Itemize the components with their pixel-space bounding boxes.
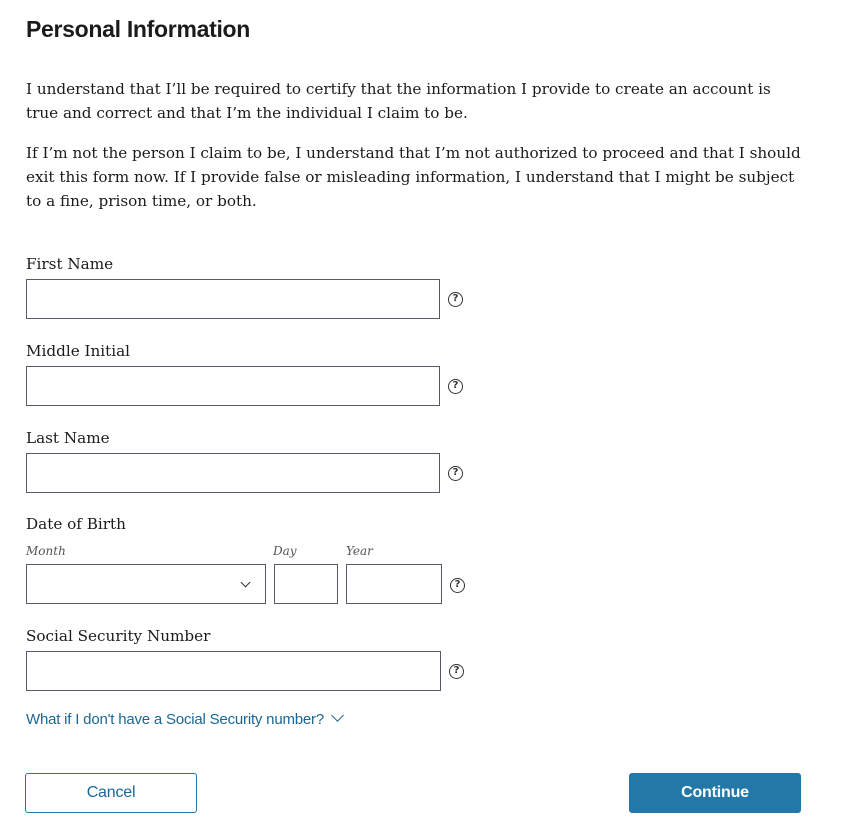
ssn-label: Social Security Number <box>26 627 211 645</box>
warning-text: If I’m not the person I claim to be, I understand that I’m not authorized to proceed and that I should exit this form now. If I provide false or misleading information, I understand that I might be subject to a fine, prison time, or both. <box>26 144 801 210</box>
dob-day-input[interactable] <box>274 564 338 604</box>
no-ssn-link[interactable] <box>26 711 342 728</box>
chevron-down-icon <box>331 709 344 722</box>
last-name-help-icon[interactable]: ? <box>448 466 463 481</box>
first-name-input[interactable] <box>26 279 440 319</box>
first-name-help-icon[interactable]: ? <box>448 292 463 307</box>
dob-day-label: Day <box>273 544 297 558</box>
cancel-button[interactable]: Cancel <box>25 773 197 813</box>
ssn-input[interactable] <box>26 651 441 691</box>
page-title: Personal Information <box>26 16 251 42</box>
continue-button[interactable]: Continue <box>629 773 801 813</box>
last-name-input[interactable] <box>26 453 440 493</box>
dob-month-select[interactable] <box>26 564 266 604</box>
middle-initial-help-icon[interactable]: ? <box>448 379 463 394</box>
dob-help-icon[interactable]: ? <box>450 578 465 593</box>
middle-initial-label: Middle Initial <box>26 342 131 360</box>
dob-year-input[interactable] <box>346 564 442 604</box>
dob-month-label: Month <box>26 544 66 558</box>
last-name-label: Last Name <box>26 429 110 447</box>
dob-label: Date of Birth <box>26 515 126 533</box>
dob-year-label: Year <box>346 544 373 558</box>
no-ssn-link-label: What if I don't have a Social Security number? <box>26 711 324 728</box>
ssn-help-icon[interactable]: ? <box>449 664 464 679</box>
chevron-down-icon <box>241 578 251 588</box>
first-name-label: First Name <box>26 255 114 273</box>
middle-initial-input[interactable] <box>26 366 440 406</box>
certification-text: I understand that I’ll be required to certify that the information I provide to create an account is true and correct and that I’m the individual I claim to be. <box>26 80 771 122</box>
